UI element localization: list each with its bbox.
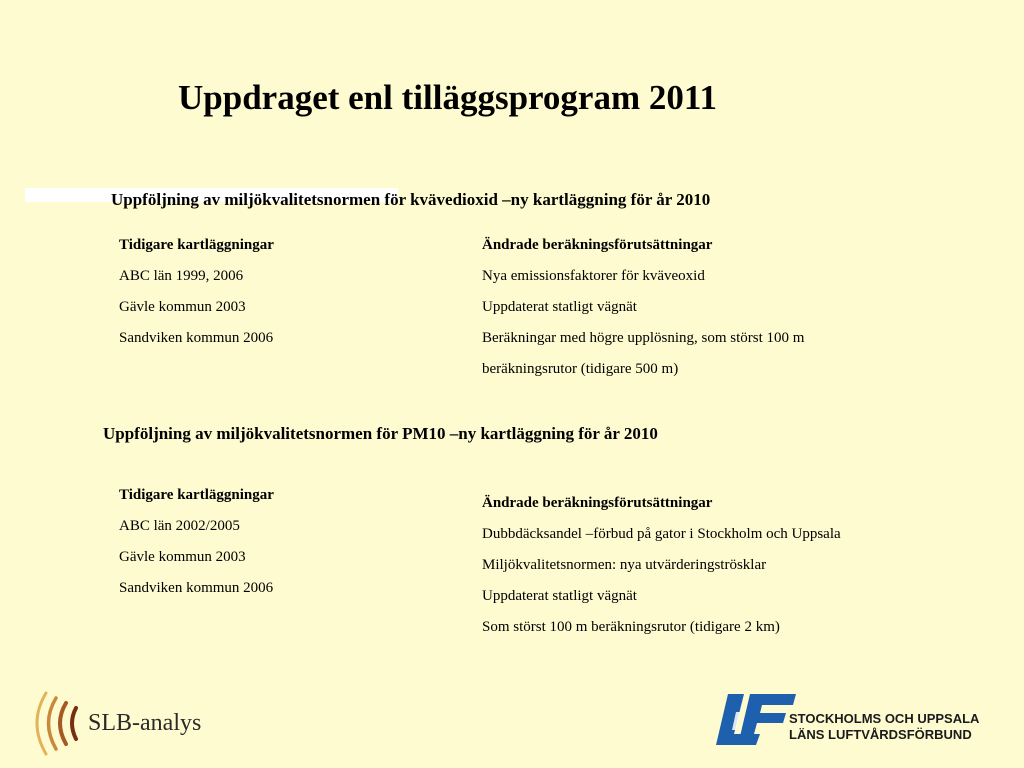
list-item: ABC län 2002/2005 <box>119 518 240 534</box>
section1-left-column <box>119 230 274 354</box>
slb-analys-wordmark: SLB-analys <box>88 710 202 736</box>
list-item: Gävle kommun 2003 <box>119 549 246 565</box>
section2-right-column <box>482 488 841 643</box>
lvf-wordmark <box>789 711 979 743</box>
list-item: Uppdaterat statligt vägnät <box>482 588 637 604</box>
section2-heading: Uppföljning av miljökvalitetsnormen för PM10 –ny kartläggning för år 2010 <box>103 424 658 443</box>
list-item: Beräkningar med högre upplösning, som störst 100 m <box>482 330 805 346</box>
section2-left-column <box>119 480 274 604</box>
section2-left-heading: Tidigare kartläggningar <box>119 487 274 503</box>
section1-right-heading: Ändrade beräkningsförutsättningar <box>482 237 713 253</box>
lvf-line2: LÄNS LUFTVÅRDSFÖRBUND <box>789 727 972 742</box>
list-item: Uppdaterat statligt vägnät <box>482 299 637 315</box>
section1-heading: Uppföljning av miljökvalitetsnormen för kvävedioxid –ny kartläggning för år 2010 <box>111 190 711 209</box>
section1-left-heading: Tidigare kartläggningar <box>119 237 274 253</box>
lvf-line1: STOCKHOLMS OCH UPPSALA <box>789 711 980 726</box>
section2-right-heading: Ändrade beräkningsförutsättningar <box>482 495 713 511</box>
list-item: Dubbdäcksandel –förbud på gator i Stockholm och Uppsala <box>482 526 841 542</box>
list-item: ABC län 1999, 2006 <box>119 268 244 284</box>
list-item: Sandviken kommun 2006 <box>119 580 274 596</box>
list-item: Nya emissionsfaktorer för kväveoxid <box>482 268 705 284</box>
section1-right-column <box>482 230 804 385</box>
list-item: Miljökvalitetsnormen: nya utvärderingströsklar <box>482 557 767 573</box>
list-item: beräkningsrutor (tidigare 500 m) <box>482 361 679 377</box>
slide-title: Uppdraget enl tilläggsprogram 2011 <box>178 78 717 117</box>
list-item: Gävle kommun 2003 <box>119 299 246 315</box>
list-item: Sandviken kommun 2006 <box>119 330 274 346</box>
list-item: Som störst 100 m beräkningsrutor (tidigare 2 km) <box>482 619 780 635</box>
